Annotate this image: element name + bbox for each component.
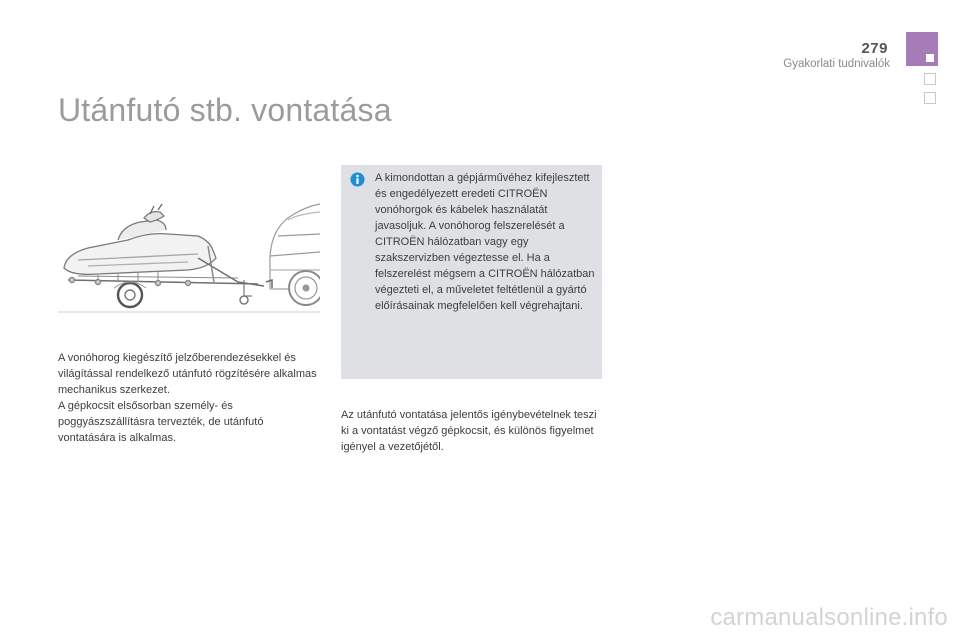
page-title: Utánfutó stb. vontatása [58, 92, 392, 128]
section-name: Gyakorlati tudnivalók [783, 58, 890, 70]
jet-ski-trailer-illustration [58, 196, 320, 314]
left-column-text [58, 350, 320, 446]
page-number: 279 [861, 40, 888, 57]
right-column-text: Az utánfutó vontatása jelentős igénybevételnek teszi ki a vontatást végző gépkocsit, és különös figyelmet igényel a vezetőjétől. [341, 409, 597, 453]
info-box-text: A kimondottan a gépjárművéhez kifejlesztett és engedélyezett eredeti CITROËN vonóhorgok és kábelek használatát javasoljuk. A vonóhorog felszerelését a CITROËN hálózatban vagy egy szakszervizben végeztesse el. Ha a felszerelést mégsem a CITROËN hálózatban végezteti el, a műveletet feltétlenül a gyártó előírásainak megfelelően kell végrehajtani. [375, 172, 595, 312]
watermark: carmanualsonline.info [710, 604, 948, 631]
paragraph: A gépkocsit elsősorban személy- és poggyászszállításra tervezték, de utánfutó vontatására is alkalmas. [58, 400, 264, 444]
chapter-tab-marker [926, 54, 934, 62]
paragraph: A vonóhorog kiegészítő jelzőberendezésekkel és világítással rendelkező utánfutó rögzítésére alkalmas mechanikus szerkezet. [58, 352, 317, 396]
info-icon [350, 172, 365, 187]
chapter-tab-empty-1[interactable] [924, 73, 936, 85]
car-rear-illustration [266, 204, 320, 305]
jet-ski [64, 204, 216, 274]
chapter-tab-active[interactable] [906, 32, 938, 66]
chapter-tab-empty-2[interactable] [924, 92, 936, 104]
